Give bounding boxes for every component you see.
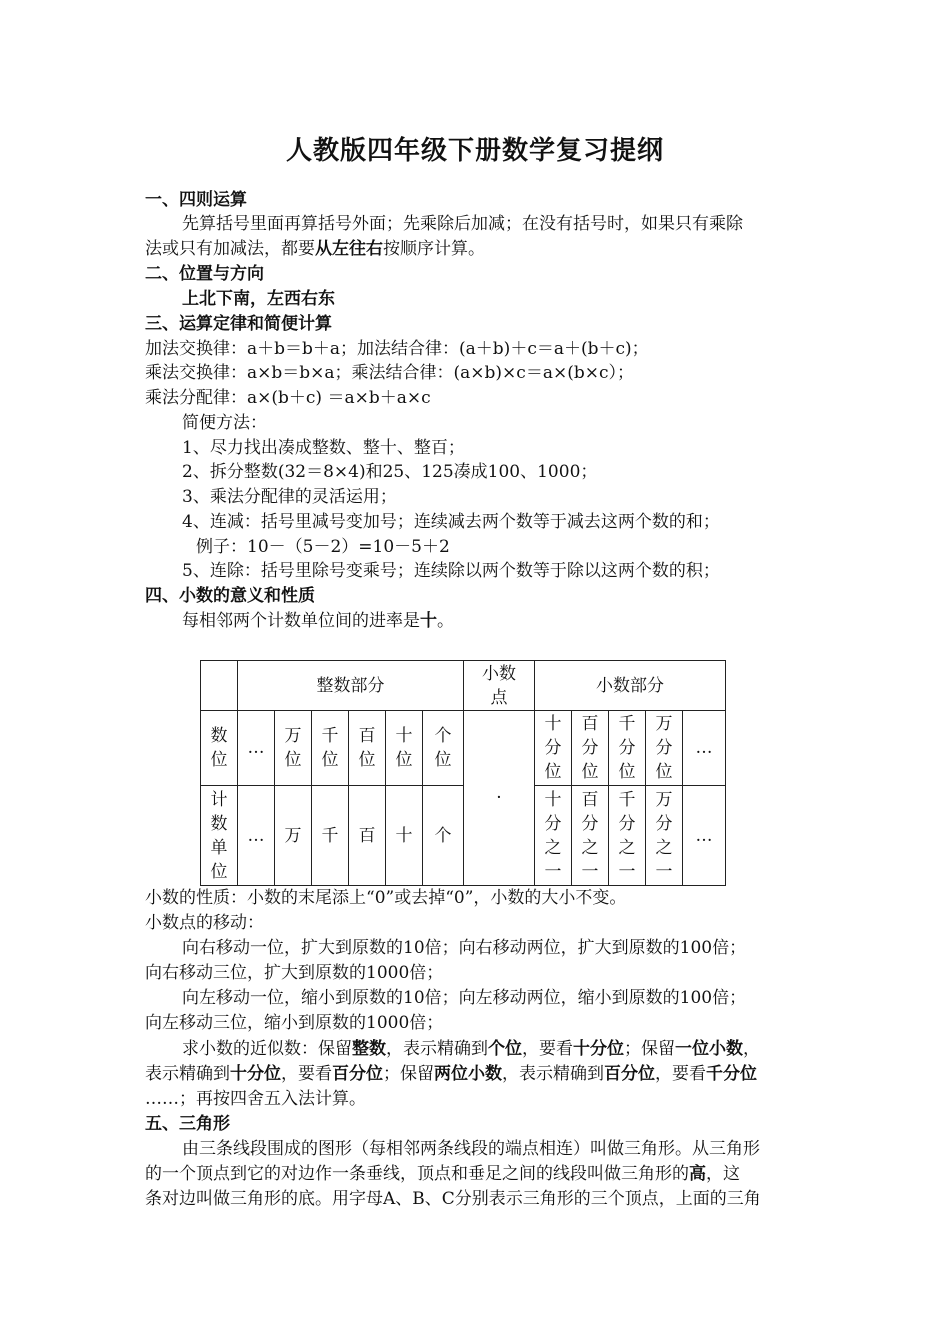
text: 法或只有加减法，都要	[145, 239, 315, 259]
row-label-text: 数位	[210, 726, 228, 770]
bold-text: 个位	[488, 1039, 522, 1059]
paragraph: ……；再按四舍五入法计算。	[145, 1089, 366, 1109]
text: ，要看	[522, 1039, 573, 1059]
bold-text: 一位小数	[675, 1039, 743, 1059]
bold-text: 十	[420, 611, 437, 631]
place-cell	[646, 711, 683, 786]
paragraph	[182, 609, 454, 633]
text: 。	[437, 611, 454, 631]
paragraph: 向右移动一位，扩大到原数的10倍；向右移动两位，扩大到原数的100倍；	[182, 938, 747, 958]
unit-cell: 个	[423, 786, 464, 886]
unit-cell	[572, 786, 609, 886]
bold-text: 高	[689, 1164, 706, 1184]
place-cell	[312, 711, 349, 786]
place-cell	[535, 711, 572, 786]
text: 每相邻两个计数单位间的进率是	[182, 611, 420, 631]
place-label: 个位	[434, 726, 452, 770]
text: 的一个顶点到它的对边作一条垂线，顶点和垂足之间的线段叫做三角形的	[145, 1164, 689, 1184]
formula-line: 乘法交换律：a×b＝b×a；乘法结合律：(a×b)×c＝a×(b×c）；	[145, 363, 634, 383]
row-label-units	[201, 786, 238, 886]
text: ，要看	[655, 1064, 706, 1084]
paragraph: 向左移动一位，缩小到原数的10倍；向左移动两位，缩小到原数的100倍；	[182, 988, 747, 1008]
bold-text: 整数	[352, 1039, 386, 1059]
paragraph	[145, 1062, 757, 1086]
section-heading-3: 三、运算定律和简便计算	[145, 314, 332, 334]
text: ；保留	[383, 1064, 434, 1084]
place-label: 百位	[358, 726, 376, 770]
place-cell	[275, 711, 312, 786]
text: 表示精确到	[145, 1064, 230, 1084]
unit-cell: 百	[349, 786, 386, 886]
formula-line: 乘法分配律：a×(b＋c) ＝a×b＋a×c	[145, 388, 431, 408]
bold-text: 十分位	[230, 1064, 281, 1084]
section-heading-4: 四、小数的意义和性质	[145, 586, 315, 606]
paragraph	[145, 1162, 740, 1186]
unit-cell: 十	[386, 786, 423, 886]
ellipsis-cell: …	[683, 786, 726, 886]
unit-cell: 万	[275, 786, 312, 886]
list-heading: 简便方法：	[182, 413, 267, 433]
paragraph: 向右移动三位，扩大到原数的1000倍；	[145, 963, 444, 983]
bold-text: 十分位	[573, 1039, 624, 1059]
place-label: 十位	[395, 726, 413, 770]
place-label: 万位	[284, 726, 302, 770]
unit-cell: 千	[312, 786, 349, 886]
example-line: 例子：10－（5－2）=10－5＋2	[196, 537, 450, 557]
bold-text: 两位小数	[434, 1064, 502, 1084]
decimal-place-table	[200, 660, 726, 886]
unit-label: 万分之一	[655, 789, 673, 882]
header-point-label: 小数点	[481, 663, 516, 708]
ellipsis-cell: …	[238, 711, 275, 786]
list-item: 4、连减：括号里减号变加号；连续减去两个数等于减去这两个数的和；	[182, 512, 720, 532]
unit-label: 十分之一	[544, 789, 562, 882]
paragraph: 先算括号里面再算括号外面；先乘除后加减；在没有括号时，如果只有乘除	[182, 214, 743, 234]
ellipsis-cell: …	[238, 786, 275, 886]
place-label: 千位	[321, 726, 339, 770]
header-point	[464, 661, 535, 711]
bold-text: 从左往右	[315, 239, 383, 259]
text: 求小数的近似数：保留	[182, 1039, 352, 1059]
list-item: 5、连除：括号里除号变乘号；连续除以两个数等于除以这两个数的积；	[182, 561, 720, 581]
text: ，要看	[281, 1064, 332, 1084]
place-cell	[349, 711, 386, 786]
paragraph: 小数点的移动：	[145, 913, 264, 933]
header-int-part: 整数部分	[238, 661, 464, 711]
place-label: 百分位	[581, 714, 599, 782]
unit-cell	[646, 786, 683, 886]
bold-text: 千分位	[706, 1064, 757, 1084]
place-label: 万分位	[655, 714, 673, 782]
list-item: 1、尽力找出凑成整数、整十、整百；	[182, 438, 465, 458]
unit-cell	[609, 786, 646, 886]
page-title: 人教版四年级下册数学复习提纲	[285, 136, 664, 166]
paragraph: 条对边叫做三角形的底。用字母A、B、C分别表示三角形的三个顶点，上面的三角	[145, 1189, 761, 1209]
decimal-point-cell: ·	[464, 711, 535, 886]
row-label-text: 计数单位	[210, 789, 228, 882]
header-dec-part: 小数部分	[535, 661, 726, 711]
section-heading-1: 一、四则运算	[145, 190, 247, 210]
list-item: 2、拆分整数(32＝8×4)和25、125凑成100、1000；	[182, 462, 598, 482]
place-cell	[423, 711, 464, 786]
paragraph: 向左移动三位，缩小到原数的1000倍；	[145, 1013, 444, 1033]
unit-label: 千分之一	[618, 789, 636, 882]
place-label: 千分位	[618, 714, 636, 782]
text: ，表示精确到	[386, 1039, 488, 1059]
text: 按顺序计算。	[383, 239, 485, 259]
unit-cell	[535, 786, 572, 886]
paragraph: 由三条线段围成的图形（每相邻两条线段的端点相连）叫做三角形。从三角形	[182, 1139, 760, 1159]
row-label-places	[201, 711, 238, 786]
section-heading-5: 五、三角形	[145, 1114, 230, 1134]
text: ，这	[706, 1164, 740, 1184]
formula-line: 加法交换律：a＋b＝b＋a；加法结合律：(a＋b)＋c＝a＋(b＋c)；	[145, 339, 649, 359]
bold-text: 百分位	[332, 1064, 383, 1084]
place-label: 十分位	[544, 714, 562, 782]
paragraph	[182, 1037, 760, 1061]
table-corner	[201, 661, 238, 711]
place-cell	[572, 711, 609, 786]
text: ，	[743, 1039, 760, 1059]
text: ，表示精确到	[502, 1064, 604, 1084]
place-cell	[609, 711, 646, 786]
bold-text: 百分位	[604, 1064, 655, 1084]
paragraph: 上北下南，左西右东	[182, 289, 335, 309]
ellipsis-cell: …	[683, 711, 726, 786]
paragraph	[145, 237, 485, 261]
text: ；保留	[624, 1039, 675, 1059]
unit-label: 百分之一	[581, 789, 599, 882]
list-item: 3、乘法分配律的灵活运用；	[182, 487, 397, 507]
place-cell	[386, 711, 423, 786]
paragraph: 小数的性质：小数的末尾添上“0”或去掉“0”，小数的大小不变。	[145, 888, 627, 908]
section-heading-2: 二、位置与方向	[145, 264, 264, 284]
